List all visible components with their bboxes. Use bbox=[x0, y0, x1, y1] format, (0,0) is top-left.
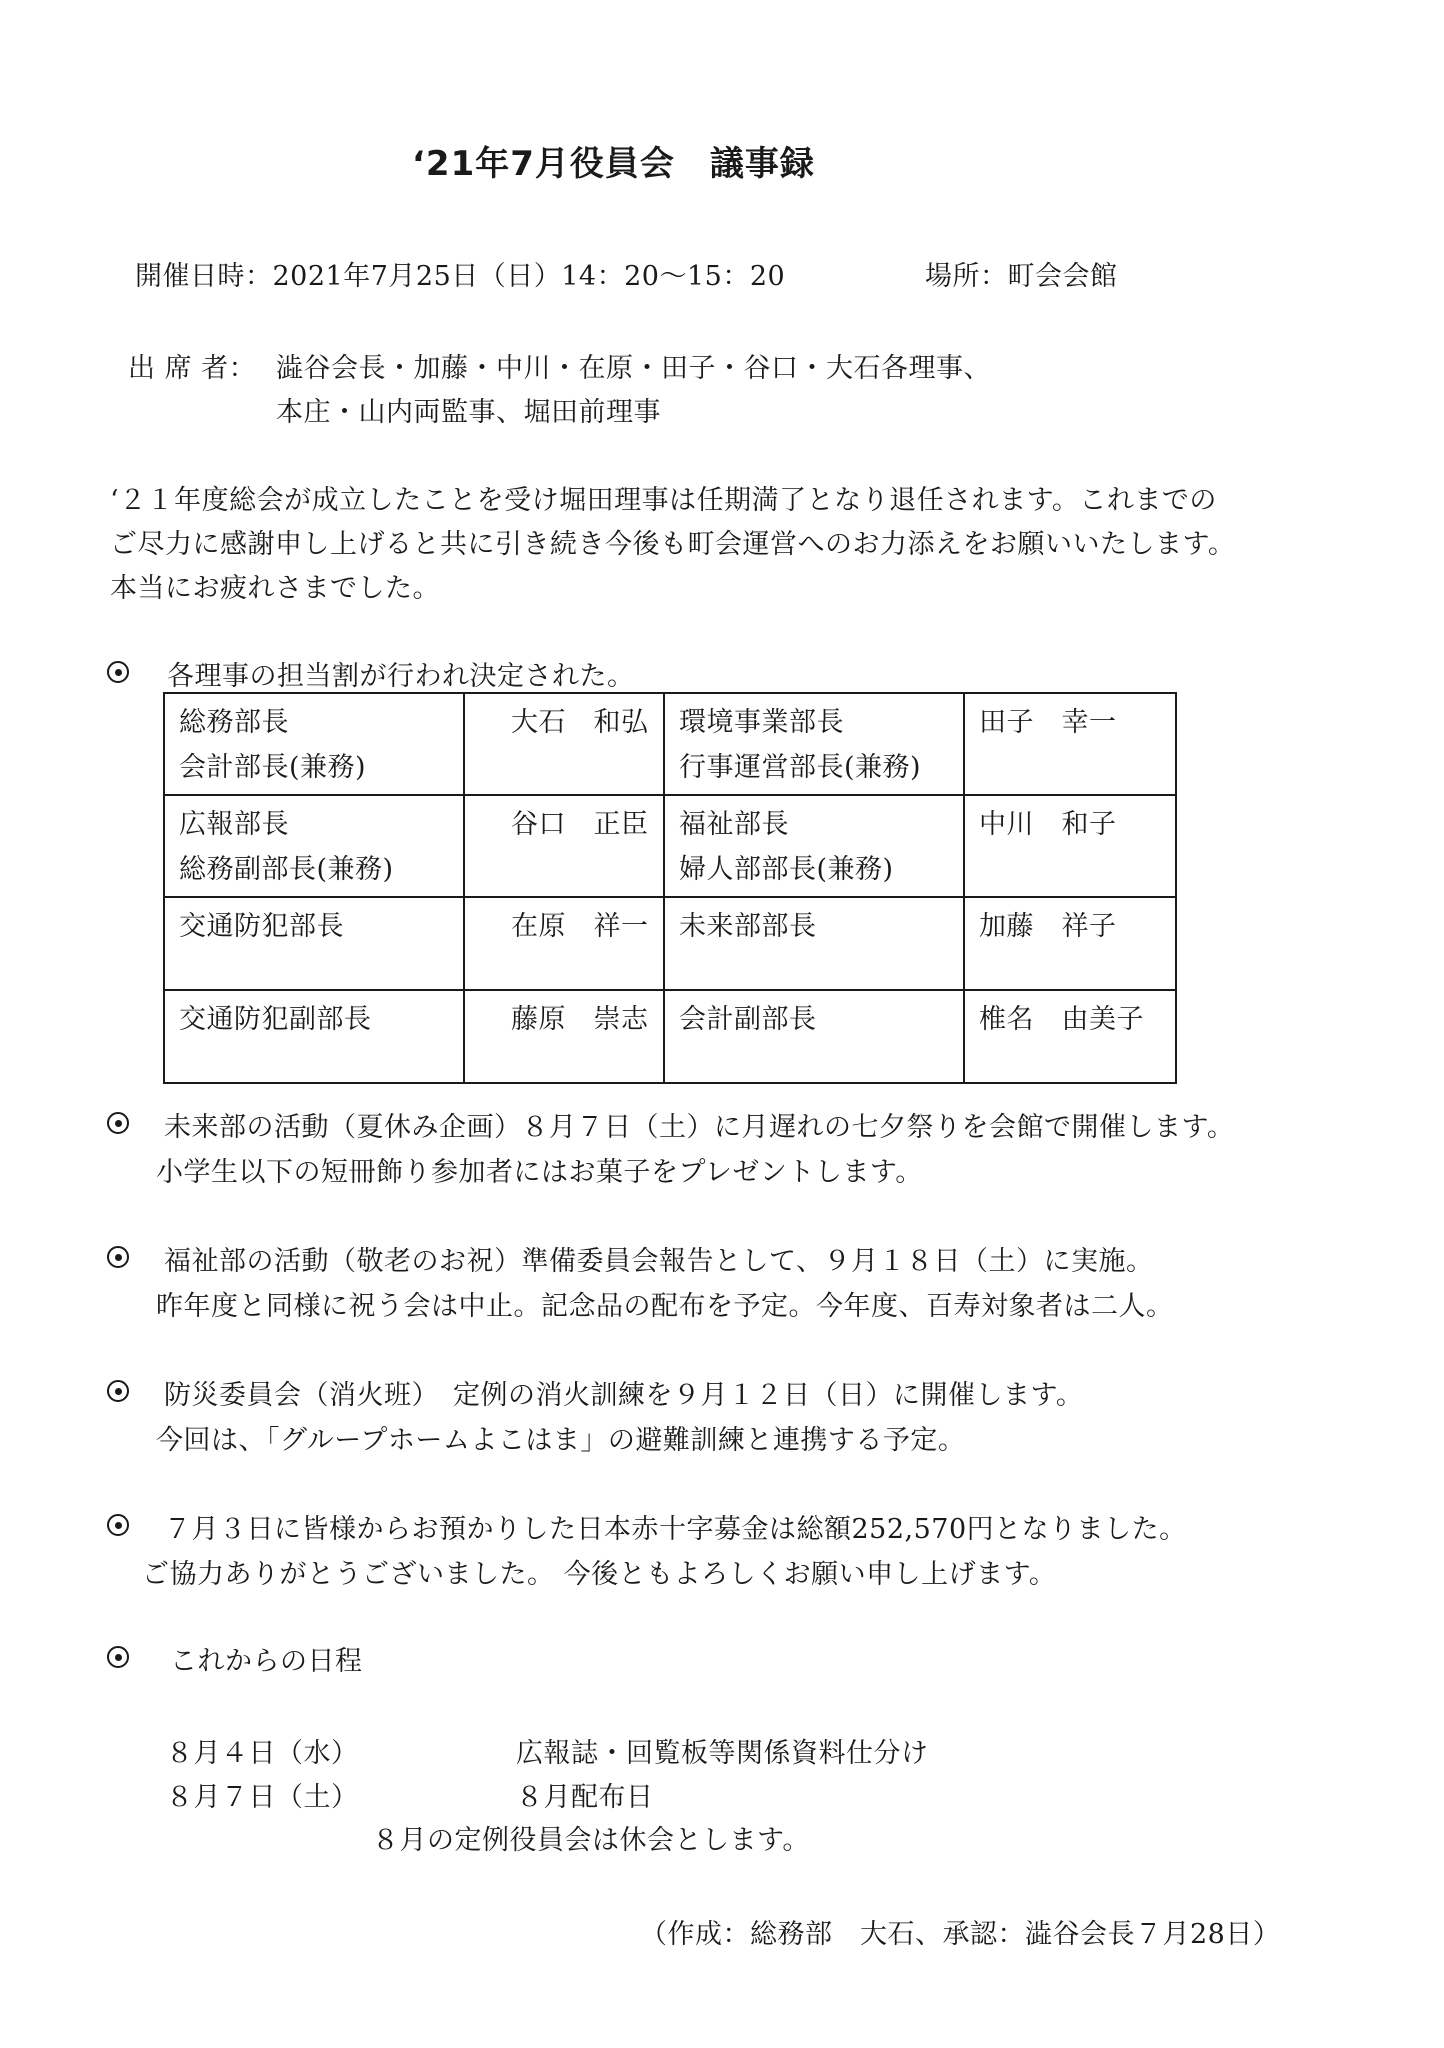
assignments-heading: 各理事の担当割が行われ決定された。 bbox=[167, 661, 635, 692]
table-row bbox=[164, 990, 1176, 1083]
disaster-line-2: 今回は、「グループホームよこはま」の避難訓練と連携する予定。 bbox=[156, 1425, 966, 1456]
name-cell: 中川 和子 bbox=[964, 795, 1176, 897]
role-cell: 福祉部長 婦人部部長(兼務) bbox=[664, 795, 964, 897]
role-cell: 未来部部長 bbox=[664, 897, 964, 990]
bullet-icon bbox=[107, 1380, 129, 1402]
meeting-place: 場所：町会会館 bbox=[925, 261, 1118, 292]
intro-line-3: 本当にお疲れさまでした。 bbox=[110, 573, 440, 604]
meeting-datetime: 開催日時：2021年7月25日（日）14：20～15：20 bbox=[135, 261, 786, 292]
red-cross-line-1: ７月３日に皆様からお預かりした日本赤十字募金は総額252,570円となりました。 bbox=[164, 1514, 1187, 1545]
footer-author: （作成：総務部 大石、承認：澁谷会長７月28日） bbox=[640, 1919, 1281, 1950]
role-cell: 交通防犯副部長 bbox=[164, 990, 464, 1083]
future-dept-line-2: 小学生以下の短冊飾り参加者にはお菓子をプレゼントします。 bbox=[156, 1157, 923, 1188]
name-cell: 大石 和弘 bbox=[464, 693, 664, 795]
bullet-icon bbox=[107, 661, 129, 683]
schedule-heading: これからの日程 bbox=[170, 1646, 363, 1677]
attendees-label: 出 席 者： bbox=[128, 353, 257, 384]
schedule-event-1: 広報誌・回覧板等関係資料仕分け bbox=[516, 1738, 929, 1769]
bullet-icon bbox=[107, 1112, 129, 1134]
schedule-note: ８月の定例役員会は休会とします。 bbox=[372, 1825, 810, 1856]
name-cell: 椎名 由美子 bbox=[964, 990, 1176, 1083]
schedule-event-2: ８月配布日 bbox=[516, 1782, 654, 1813]
name-cell: 加藤 祥子 bbox=[964, 897, 1176, 990]
table-row bbox=[164, 693, 1176, 795]
role-cell: 交通防犯部長 bbox=[164, 897, 464, 990]
name-cell: 田子 幸一 bbox=[964, 693, 1176, 795]
intro-line-2: ご尽力に感謝申し上げると共に引き続き今後も町会運営へのお力添えをお願いいたします。 bbox=[110, 529, 1236, 560]
schedule-date-1: ８月４日（水） bbox=[166, 1738, 359, 1769]
welfare-dept-line-1: 福祉部の活動（敬老のお祝）準備委員会報告として、９月１８日（土）に実施。 bbox=[164, 1246, 1154, 1277]
page-title: ‘21年7月役員会 議事録 bbox=[412, 144, 815, 184]
future-dept-line-1: 未来部の活動（夏休み企画）８月７日（土）に月遅れの七夕祭りを会館で開催します。 bbox=[164, 1112, 1235, 1143]
welfare-dept-line-2: 昨年度と同様に祝う会は中止。記念品の配布を予定。今年度、百寿対象者は二人。 bbox=[156, 1291, 1174, 1322]
roles-table bbox=[163, 692, 1177, 1084]
table-row bbox=[164, 897, 1176, 990]
role-cell: 会計副部長 bbox=[664, 990, 964, 1083]
bullet-icon bbox=[107, 1646, 129, 1668]
role-cell: 環境事業部長 行事運営部長(兼務) bbox=[664, 693, 964, 795]
attendees-line-2: 本庄・山内両監事、堀田前理事 bbox=[276, 397, 661, 428]
bullet-icon bbox=[107, 1514, 129, 1536]
attendees-line-1: 澁谷会長・加藤・中川・在原・田子・谷口・大石各理事、 bbox=[276, 353, 991, 384]
name-cell: 谷口 正臣 bbox=[464, 795, 664, 897]
name-cell: 在原 祥一 bbox=[464, 897, 664, 990]
role-cell: 広報部長 総務副部長(兼務) bbox=[164, 795, 464, 897]
table-row bbox=[164, 795, 1176, 897]
disaster-line-1: 防災委員会（消火班） 定例の消火訓練を９月１２日（日）に開催します。 bbox=[164, 1380, 1084, 1411]
intro-line-1: ‘２１年度総会が成立したことを受け堀田理事は任期満了となり退任されます。これまでの bbox=[110, 485, 1217, 516]
name-cell: 藤原 崇志 bbox=[464, 990, 664, 1083]
schedule-date-2: ８月７日（土） bbox=[166, 1782, 359, 1813]
bullet-icon bbox=[107, 1246, 129, 1268]
role-cell: 総務部長 会計部長(兼務) bbox=[164, 693, 464, 795]
red-cross-line-2: ご協力ありがとうございました。 今後ともよろしくお願い申し上げます。 bbox=[142, 1559, 1057, 1590]
